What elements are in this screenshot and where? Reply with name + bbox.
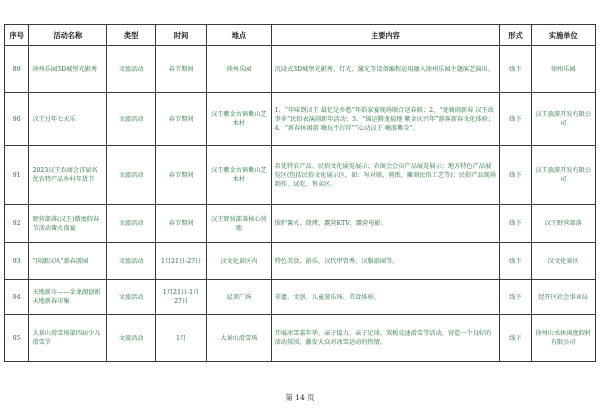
cell-name: 天地新市——金龙湖创新天地新春市集 (29, 280, 107, 315)
cell-content: 围炉篝火、烧烤、露营KTV、露营电影。 (271, 205, 500, 243)
table-row (5, 205, 596, 243)
cell-content: 非遗、文创、儿童游乐场、美食体验。 (271, 280, 500, 315)
cell-time: 春节期间 (156, 205, 207, 243)
cell-org: 汉王野营部落 (531, 205, 595, 243)
cell-content: 名优特农产品、民俗文化展览展示；农商会会员产品展览展示；地方特色产品展览区(包括民俗文化展示区，如：写对联、剪纸、雕刻民俗工艺等)；民俗产品现场制作、试吃、售卖区。 (271, 146, 500, 205)
cell-time: 春节期间 (156, 46, 207, 93)
table-row (5, 243, 596, 280)
table-row (5, 46, 596, 93)
cell-place: 徐州乐园 (207, 46, 271, 93)
cell-content: 沉浸式3D城堡光影秀，灯光、激光等设备编程运用融入徐州乐园主题演艺演出。 (271, 46, 500, 93)
cell-name: 2023汉王农商会首届名优农特产品乡村年货节 (29, 146, 107, 205)
cell-type: 文旅活动 (107, 146, 156, 205)
events-table (4, 24, 596, 362)
cell-form: 线下 (500, 205, 531, 243)
page-number: 第 14 页 (285, 393, 315, 402)
cell-no: 94 (5, 280, 29, 315)
header-name: 活动名称 (29, 25, 107, 46)
header-no: 序号 (5, 25, 29, 46)
cell-time: 春节期间 (156, 146, 207, 205)
cell-form: 线下 (500, 146, 531, 205)
cell-name: 野营部落(汉王)微度假春节活动篝火夜宴 (29, 205, 107, 243)
table-row (5, 146, 596, 205)
cell-content: 1、“年味到汉王 最忆是乡愁”年俗家宴现场联合送春联；2、“龙骑闹新春 汉王故事多”民俗表演闹新年活动；3、“锦运腾龙福地 紫金庆兴年”游客新春文化体验；4、“新春休闲游 嗨玩不打烊”“心动汉王 嗨游紫金”。 (271, 93, 500, 146)
cell-no: 90 (5, 93, 29, 146)
cell-type: 文旅活动 (107, 205, 156, 243)
cell-org: 徐州山水休闲度假村有限公司 (531, 315, 595, 362)
cell-no: 92 (5, 205, 29, 243)
cell-place: 汉王紫金古镇紫山艺术村 (207, 146, 271, 205)
cell-form: 线下 (500, 280, 531, 315)
cell-place: 汉王野营部落核心营地 (207, 205, 271, 243)
cell-place: 屋顶广场 (207, 280, 271, 315)
cell-place: 汉王紫金古镇紫山艺术村 (207, 93, 271, 146)
header-type: 类型 (107, 25, 156, 46)
cell-time: 1月 (156, 315, 207, 362)
header-content: 主要内容 (271, 25, 500, 46)
cell-org: 汉文化景区 (531, 243, 595, 280)
cell-content: 开展冰雪嘉年华、亲子接力、亲子足球、双板竞速滑雪等活动，营造一个良好的活动氛围，激发大众对冰雪运动的热情。 (271, 315, 500, 362)
cell-place: 大景山滑雪场 (207, 315, 271, 362)
table-row (5, 93, 596, 146)
cell-name: 汉王过年七天乐 (29, 93, 107, 146)
header-time: 时间 (156, 25, 207, 46)
cell-form: 线下 (500, 315, 531, 362)
cell-org: 汉王旅游开发有限公司 (531, 146, 595, 205)
cell-no: 95 (5, 315, 29, 362)
cell-org: 经开区社会事业局 (531, 280, 595, 315)
table-row (5, 315, 596, 362)
cell-type: 文旅活动 (107, 243, 156, 280)
header-place: 地点 (207, 25, 271, 46)
cell-form: 线下 (500, 46, 531, 93)
cell-time: 1月21日-27日 (156, 243, 207, 280)
cell-name: “国潮汉风”新春游园 (29, 243, 107, 280)
cell-type: 文旅活动 (107, 280, 156, 315)
header-row (5, 25, 596, 46)
cell-org: 徐州乐园 (531, 46, 595, 93)
cell-no: 89 (5, 46, 29, 93)
cell-name: 徐州乐园3D城堡光影秀 (29, 46, 107, 93)
cell-no: 91 (5, 146, 29, 205)
table-row (5, 280, 596, 315)
cell-type: 文旅活动 (107, 93, 156, 146)
cell-content: 特色美食、游乐、汉代甲胄秀、汉服游园等。 (271, 243, 500, 280)
cell-place: 汉文化景区内 (207, 243, 271, 280)
cell-type: 文旅活动 (107, 46, 156, 93)
cell-no: 93 (5, 243, 29, 280)
cell-time: 春节期间 (156, 93, 207, 146)
header-form: 形式 (500, 25, 531, 46)
cell-form: 线下 (500, 243, 531, 280)
header-org: 实施单位 (531, 25, 595, 46)
cell-time: 1月21日-1月27日 (156, 280, 207, 315)
cell-name: 大景山滑雪场第四届少儿滑雪节 (29, 315, 107, 362)
cell-type: 文旅活动 (107, 315, 156, 362)
cell-org: 汉王旅游开发有限公司 (531, 93, 595, 146)
cell-form: 线下 (500, 93, 531, 146)
